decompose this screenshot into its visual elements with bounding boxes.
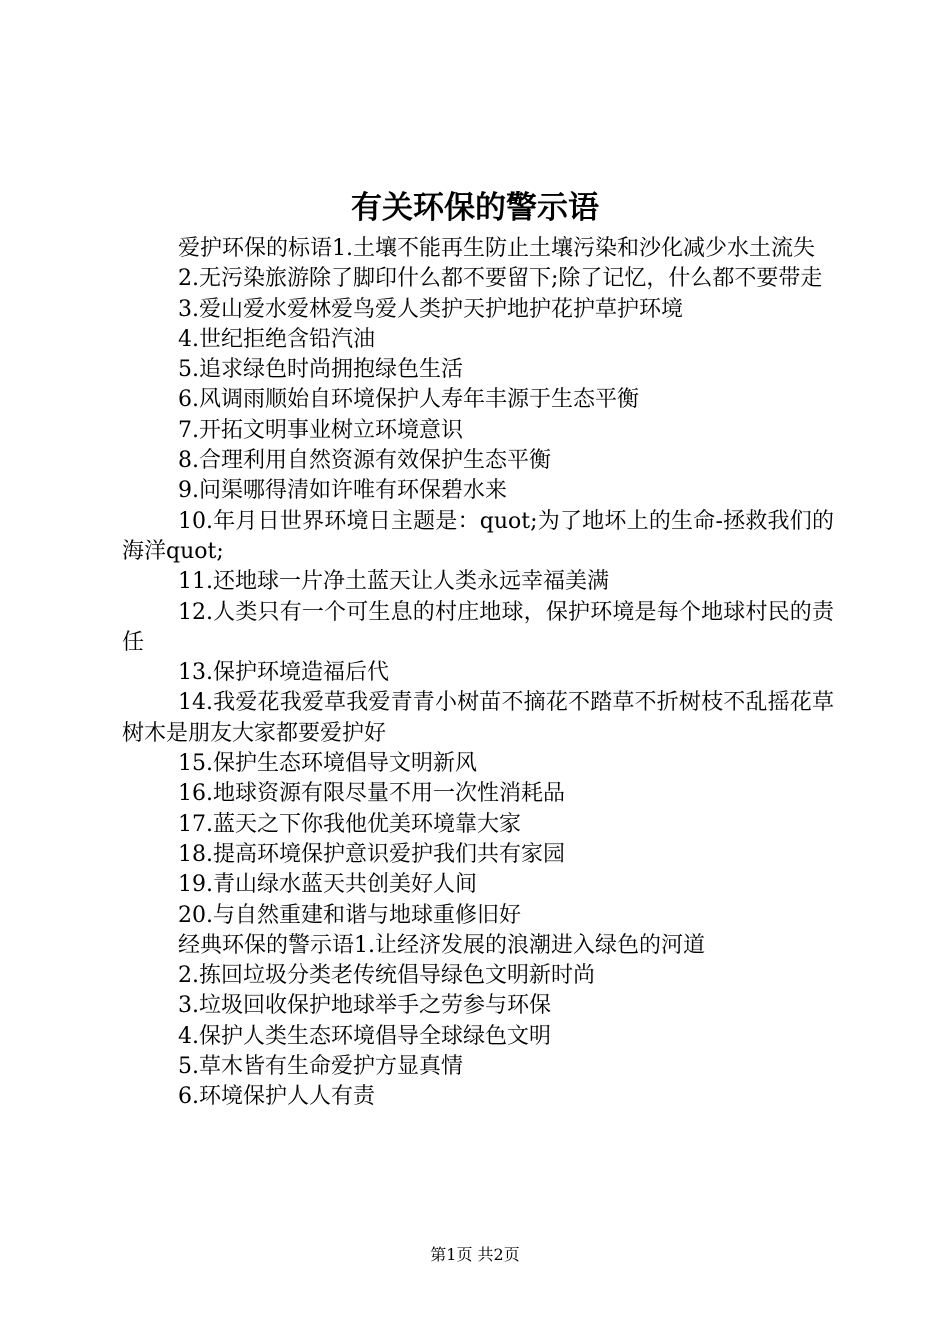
- paragraph: 3.爱山爱水爱林爱鸟爱人类护天护地护花护草护环境: [178, 296, 683, 322]
- page-title: 有关环保的警示语: [351, 190, 599, 226]
- paragraph: 15.保护生态环境倡导文明新风: [178, 751, 477, 777]
- paragraph: 5.追求绿色时尚拥抱绿色生活: [178, 357, 463, 383]
- page-footer: 第1页 共2页: [430, 1245, 520, 1264]
- paragraph: 8.合理利用自然资源有效保护生态平衡: [178, 448, 551, 474]
- paragraph: 17.蓝天之下你我他优美环境靠大家: [178, 811, 521, 837]
- paragraph: 4.世纪拒绝含铅汽油: [178, 326, 375, 352]
- paragraph: 19.青山绿水蓝天共创美好人间: [178, 872, 477, 898]
- paragraph: 5.草木皆有生命爱护方显真情: [178, 1054, 463, 1080]
- document-body: [122, 234, 834, 1113]
- paragraph: 13.保护环境造福后代: [178, 660, 389, 686]
- paragraph: 经典环保的警示语1.让经济发展的浪潮进入绿色的河道: [178, 932, 705, 958]
- paragraph: 12.人类只有一个可生息的村庄地球，保护环境是每个地球村民的责任: [122, 599, 834, 655]
- paragraph: 9.问渠哪得清如许唯有环保碧水来: [178, 478, 507, 504]
- paragraph: 20.与自然重建和谐与地球重修旧好: [178, 902, 521, 928]
- paragraph: 6.环境保护人人有责: [178, 1084, 375, 1110]
- paragraph: 7.开拓文明事业树立环境意识: [178, 417, 463, 443]
- paragraph: 3.垃圾回收保护地球举手之劳参与环保: [178, 993, 551, 1019]
- paragraph: 11.还地球一片净土蓝天让人类永远幸福美满: [178, 569, 609, 595]
- paragraph: 16.地球资源有限尽量不用一次性消耗品: [178, 781, 565, 807]
- paragraph: 18.提高环境保护意识爱护我们共有家园: [178, 841, 565, 867]
- paragraph: 2.拣回垃圾分类老传统倡导绿色文明新时尚: [178, 963, 595, 989]
- paragraph: 14.我爱花我爱草我爱青青小树苗不摘花不踏草不折树枝不乱摇花草树木是朋友大家都要爱护好: [122, 690, 834, 746]
- paragraph: 2.无污染旅游除了脚印什么都不要留下;除了记忆，什么都不要带走: [178, 266, 823, 292]
- paragraph: 爱护环保的标语1.土壤不能再生防止土壤污染和沙化减少水土流失: [178, 236, 815, 261]
- paragraph: 6.风调雨顺始自环境保护人寿年丰源于生态平衡: [178, 387, 639, 413]
- paragraph: 10.年月日世界环境日主题是：quot;为了地坏上的生命-拯救我们的海洋quot;: [122, 508, 834, 564]
- paragraph: 4.保护人类生态环境倡导全球绿色文明: [178, 1023, 551, 1049]
